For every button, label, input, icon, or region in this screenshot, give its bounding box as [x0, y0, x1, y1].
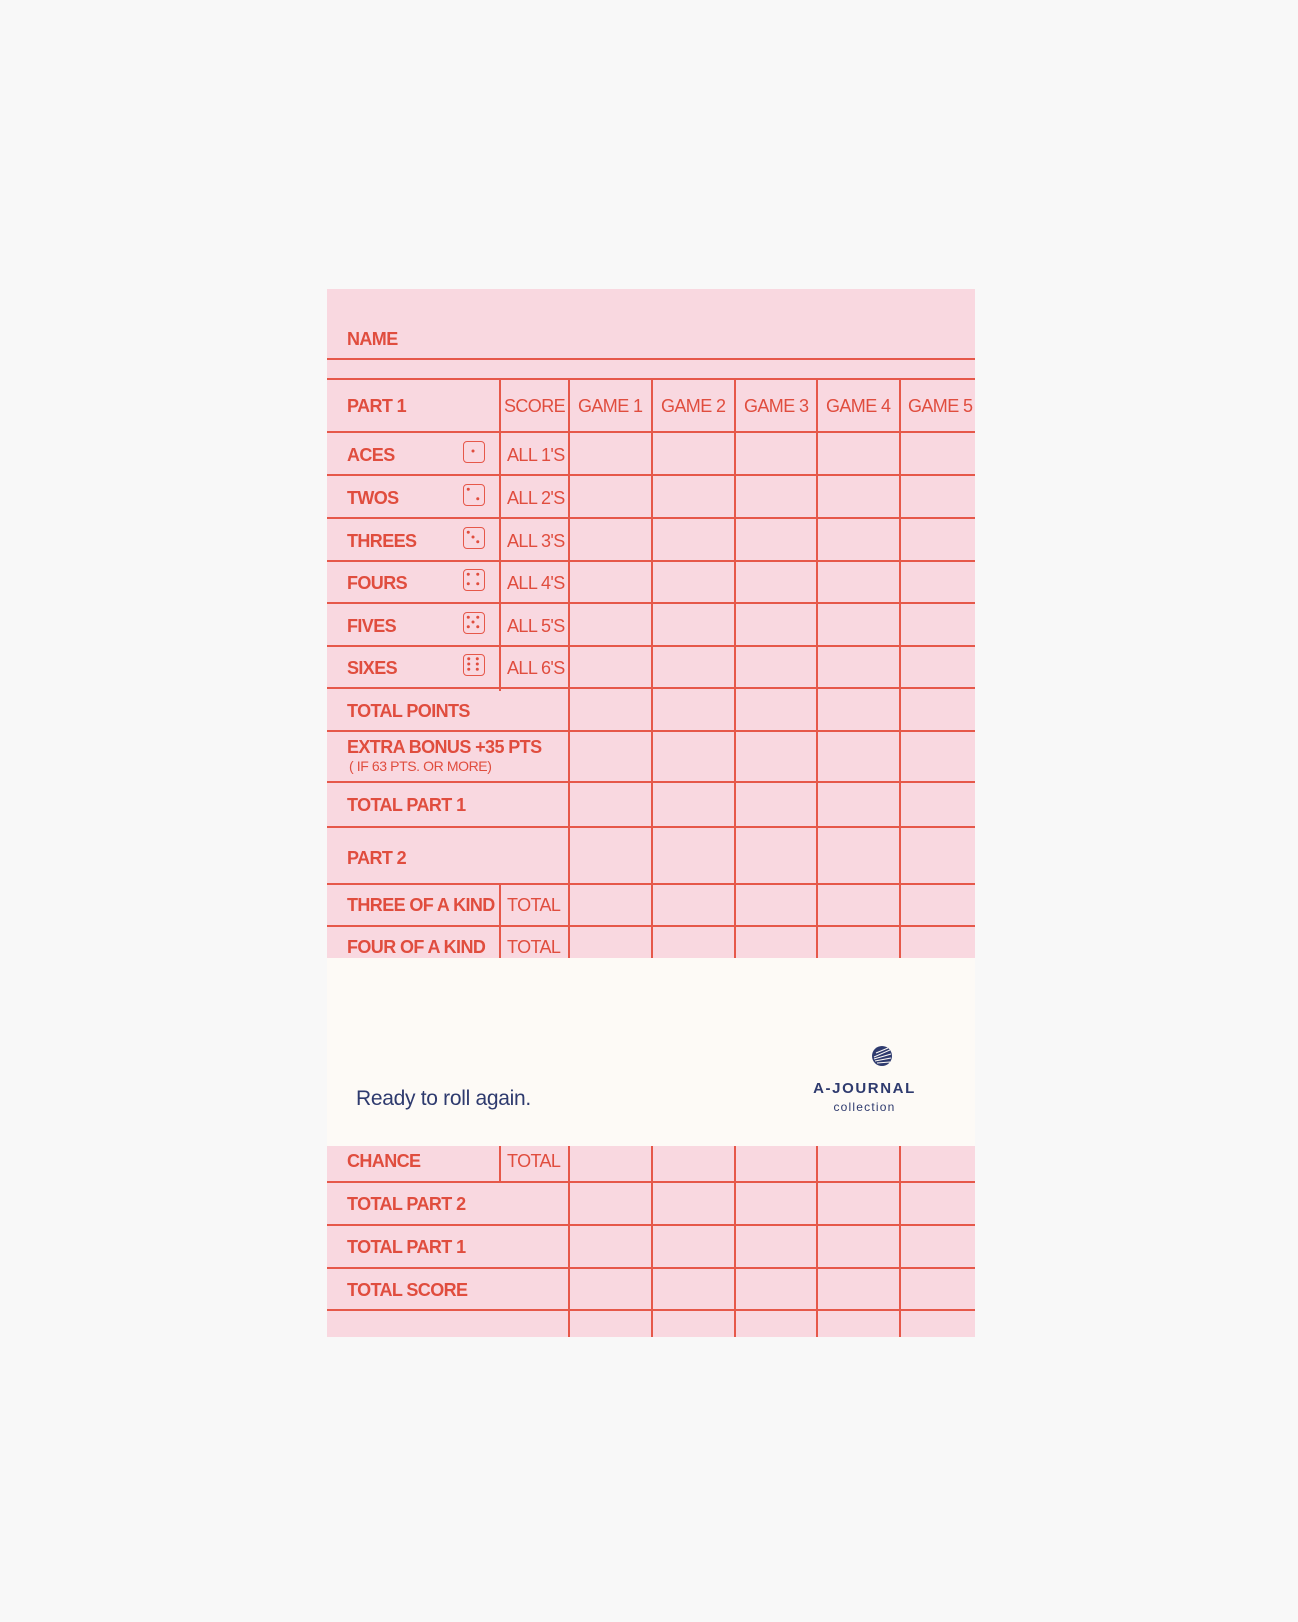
row-label-fives: FIVES	[347, 616, 397, 636]
row-score-twos: ALL 2'S	[507, 488, 565, 508]
total-part2-label: TOTAL PART 2	[347, 1194, 466, 1214]
four-of-a-kind-label: FOUR OF A KIND	[347, 937, 486, 957]
row-label-threes: THREES	[347, 531, 417, 551]
chance-label: CHANCE	[347, 1151, 421, 1171]
row-label-fours: FOURS	[347, 573, 408, 593]
grid-line	[499, 1146, 501, 1183]
die-six-icon	[463, 654, 485, 676]
row-score-fours: ALL 4'S	[507, 573, 565, 593]
die-five-icon	[463, 612, 485, 634]
column-header-game-5: GAME 5	[908, 396, 973, 416]
total-points-label: TOTAL POINTS	[347, 701, 470, 721]
brand-subtitle: collection	[833, 1100, 896, 1114]
brand-band	[327, 958, 975, 1146]
column-header-score: SCORE	[504, 396, 566, 416]
brand-name: A-JOURNAL	[813, 1080, 916, 1097]
grid-line	[568, 378, 570, 1337]
total-part1-label: TOTAL PART 1	[347, 795, 466, 815]
three-of-a-kind-score: TOTAL	[507, 895, 561, 915]
part1-title: PART 1	[347, 396, 407, 416]
grid-line	[816, 378, 818, 1337]
part2-title: PART 2	[347, 848, 407, 868]
die-two-icon	[463, 484, 485, 506]
total-score-label: TOTAL SCORE	[347, 1280, 468, 1300]
extra-bonus-note: ( IF 63 PTS. OR MORE)	[349, 758, 492, 774]
four-of-a-kind-score: TOTAL	[507, 937, 561, 957]
three-of-a-kind-label: THREE OF A KIND	[347, 895, 495, 915]
tagline: Ready to roll again.	[356, 1087, 531, 1110]
die-three-icon	[463, 527, 485, 549]
grid-line	[327, 358, 975, 360]
die-one-icon	[463, 441, 485, 463]
die-four-icon	[463, 569, 485, 591]
shell-logo-icon	[871, 1045, 893, 1067]
column-header-game-3: GAME 3	[744, 396, 809, 416]
row-label-aces: ACES	[347, 445, 395, 465]
row-label-twos: TWOS	[347, 488, 399, 508]
grid-line	[499, 378, 501, 691]
grid-line	[651, 378, 653, 1337]
column-header-game-4: GAME 4	[826, 396, 891, 416]
name-label: NAME	[347, 329, 398, 349]
extra-bonus-label: EXTRA BONUS +35 PTS	[347, 737, 542, 757]
scorecard	[327, 289, 975, 1337]
row-score-threes: ALL 3'S	[507, 531, 565, 551]
grid-line	[734, 378, 736, 1337]
grid-line	[499, 883, 501, 958]
column-header-game-2: GAME 2	[661, 396, 726, 416]
row-score-aces: ALL 1'S	[507, 445, 565, 465]
row-score-fives: ALL 5'S	[507, 616, 565, 636]
row-score-sixes: ALL 6'S	[507, 658, 565, 678]
grid-line	[899, 378, 901, 1337]
chance-score: TOTAL	[507, 1151, 561, 1171]
total-part1-bottom-label: TOTAL PART 1	[347, 1237, 466, 1257]
column-header-game-1: GAME 1	[578, 396, 643, 416]
row-label-sixes: SIXES	[347, 658, 398, 678]
